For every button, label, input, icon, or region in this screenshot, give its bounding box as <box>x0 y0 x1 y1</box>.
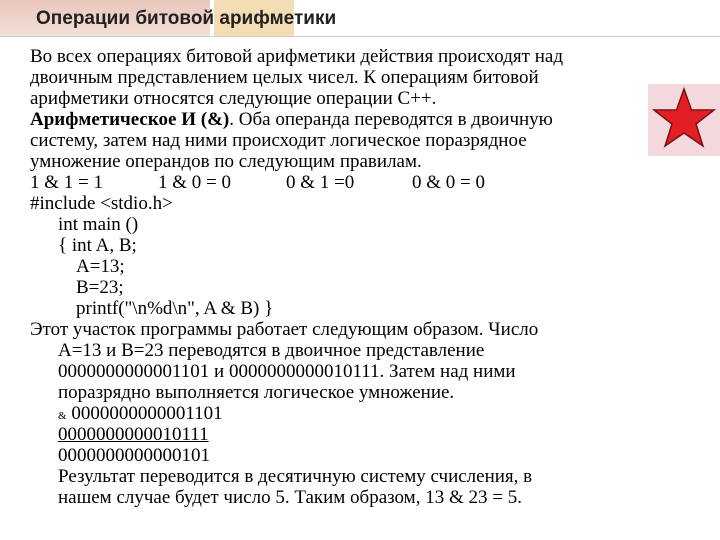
explanation-line-2: А=13 и В=23 переводятся в двоичное представление <box>58 340 485 361</box>
calc-operand-1-row <box>30 403 650 424</box>
calc-result: 0000000000000101 <box>58 445 210 466</box>
and-operation-term: Арифметическое И (&) <box>30 109 230 130</box>
explanation-line-1: Этот участок программы работает следующим образом. Число <box>30 319 539 340</box>
rule-0-1: 0 & 1 =0 <box>286 172 355 193</box>
slide-title: Операции битовой арифметики <box>36 8 337 29</box>
code-assign-a: A=13; <box>76 256 125 277</box>
conclusion-line-2: нашем случае будет число 5. Таким образом, 13 & 23 = 5. <box>58 487 522 508</box>
calc-operand-1: 0000000000001101 <box>71 403 223 424</box>
and-rules <box>30 172 650 193</box>
title-divider <box>0 36 720 37</box>
calc-amp-sign: & <box>58 410 67 422</box>
conclusion-line-1: Результат переводится в десятичную систему счисления, в <box>58 466 533 487</box>
calc-operand-2: 0000000000010111 <box>58 424 209 445</box>
explanation-line-3: 0000000000001101 и 0000000000010111. Затем над ними <box>58 361 516 382</box>
intro-line-4-rest: . Оба операнда переводятся в двоичную <box>229 109 553 130</box>
slide-body <box>30 46 650 508</box>
intro-line-6: умножение операндов по следующим правилам. <box>30 151 422 172</box>
intro-line-1: Во всех операциях битовой арифметики действия происходят над <box>30 46 563 67</box>
code-main: int main () <box>58 214 139 235</box>
code-declaration: { int A, B; <box>58 235 137 256</box>
red-star-icon <box>648 84 720 156</box>
rule-0-0: 0 & 0 = 0 <box>412 172 485 193</box>
intro-line-4 <box>30 109 650 130</box>
code-include: #include <stdio.h> <box>30 193 173 214</box>
code-assign-b: B=23; <box>76 277 124 298</box>
intro-line-3: арифметики относятся следующие операции С++. <box>30 88 437 109</box>
rule-1-1: 1 & 1 = 1 <box>30 172 103 193</box>
rule-1-0: 1 & 0 = 0 <box>158 172 231 193</box>
intro-line-5: систему, затем над ними происходит логическое поразрядное <box>30 130 527 151</box>
calc-operand-2-row <box>30 424 650 445</box>
code-printf: printf("\n%d\n", A & B) } <box>76 298 274 319</box>
intro-line-2: двоичным представлением целых чисел. К операциям битовой <box>30 67 539 88</box>
star-decoration <box>648 84 720 156</box>
explanation-line-4: поразрядно выполняется логическое умножение. <box>58 382 455 403</box>
